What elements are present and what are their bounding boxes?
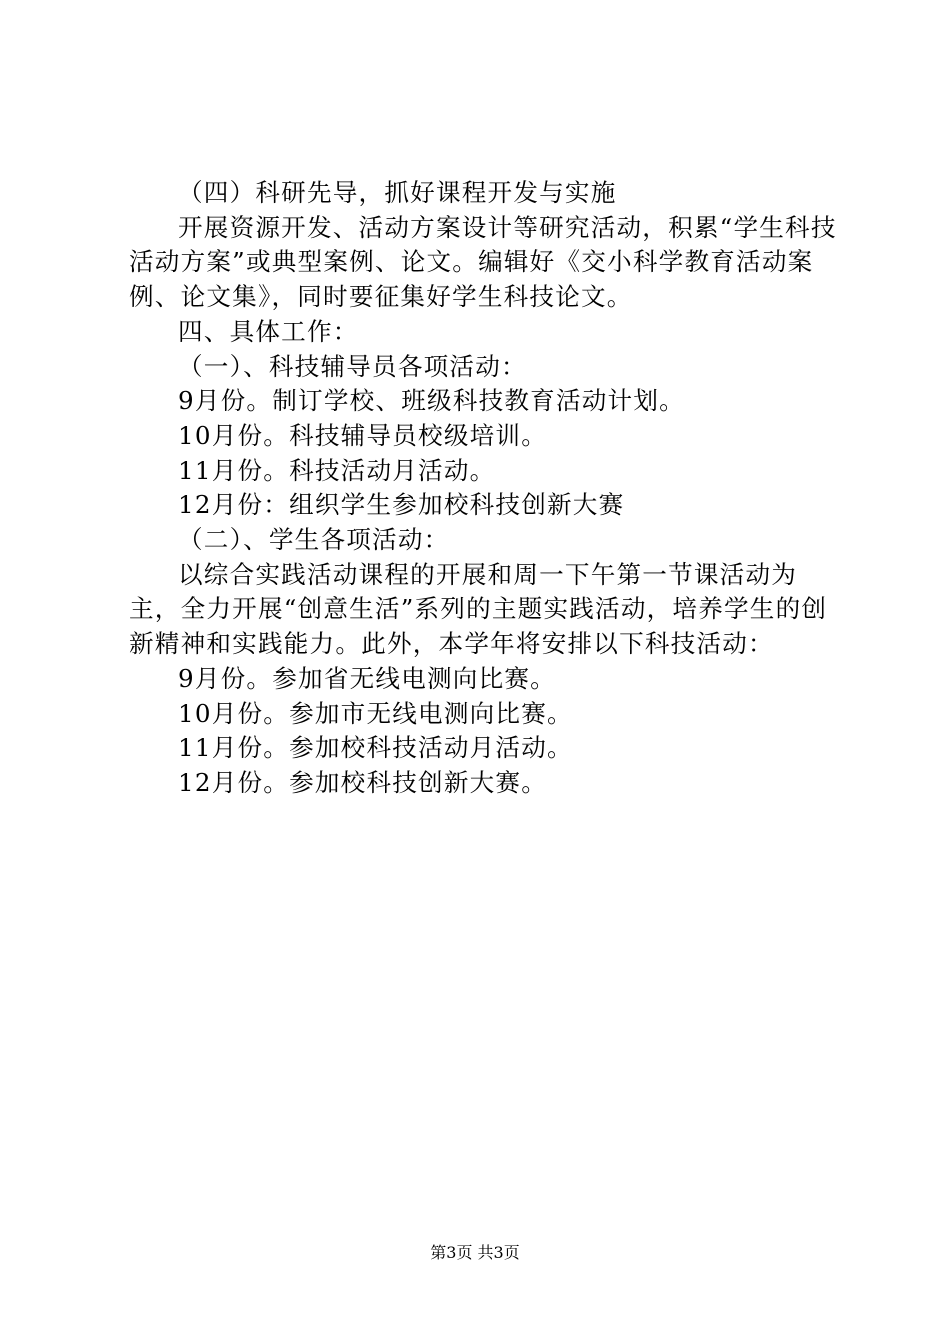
paragraph-research-body: 开展资源开发、活动方案设计等研究活动，积累“学生科技活动方案”或典型案例、论文。编辑好《交小科学教育活动案例、论文集》，同时要征集好学生科技论文。: [129, 212, 837, 312]
student-item-november: 11月份。参加校科技活动月活动。: [178, 733, 573, 763]
counselor-item-october: 10月份。科技辅导员校级培训。: [178, 420, 548, 450]
student-item-october: 10月份。参加市无线电测向比赛。: [178, 698, 573, 728]
counselor-item-september: 9月份。制订学校、班级科技教育活动计划。: [178, 386, 685, 416]
subheading-student-activities: （二）、学生各项活动：: [178, 525, 450, 555]
counselor-item-november: 11月份。科技活动月活动。: [178, 455, 496, 485]
counselor-item-december: 12月份：组织学生参加校科技创新大赛: [178, 490, 625, 520]
student-item-december: 12月份。参加校科技创新大赛。: [178, 767, 548, 797]
page-number-label: 第3页 共3页: [430, 1243, 520, 1262]
page-footer: [0, 1243, 950, 1263]
section-heading-specific-work: 四、具体工作：: [178, 316, 359, 346]
student-item-september: 9月份。参加省无线电测向比赛。: [178, 663, 556, 693]
document-body: [129, 176, 841, 801]
paragraph-student-activities-body: 以综合实践活动课程的开展和周一下午第一节课活动为主，全力开展“创意生活”系列的主题实践活动，培养学生的创新精神和实践能力。此外，本学年将安排以下科技活动：: [129, 559, 828, 659]
section-heading-research: （四）科研先导，抓好课程开发与实施: [178, 178, 617, 207]
subheading-counselor-activities: （一）、科技辅导员各项活动：: [178, 351, 527, 381]
